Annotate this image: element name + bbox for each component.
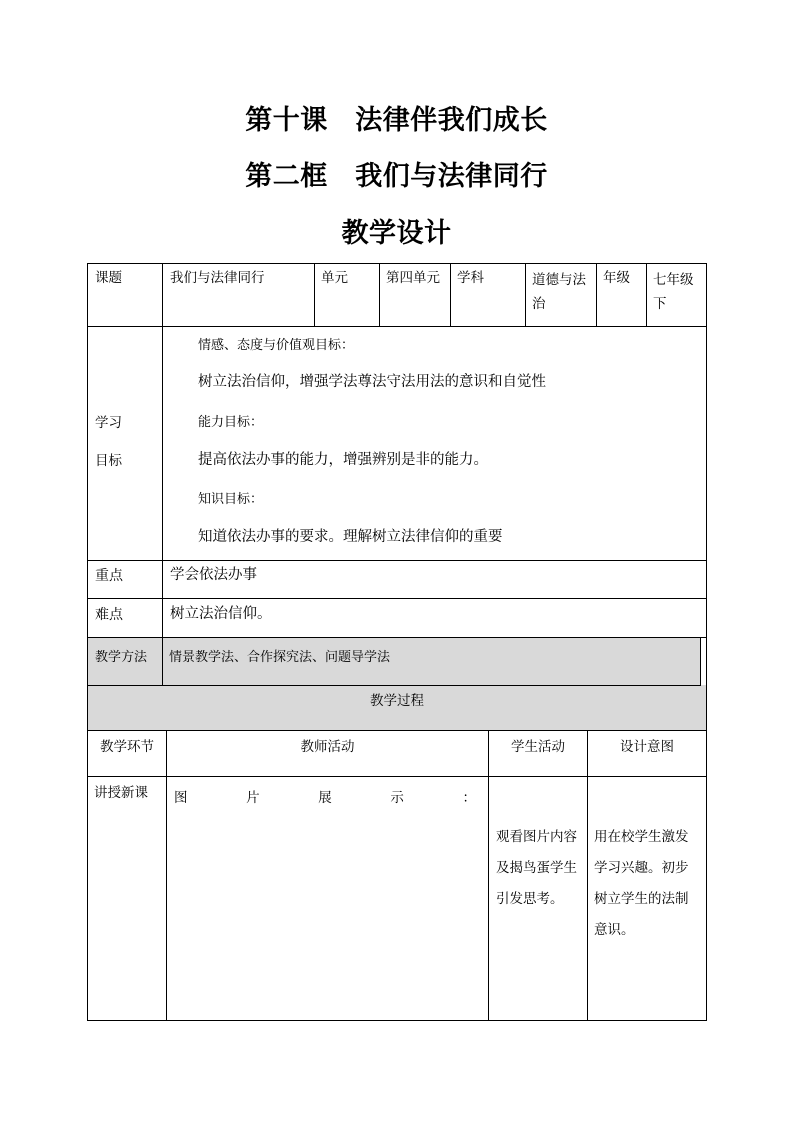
document-type-title: 教学设计 (341, 218, 452, 249)
topic-value: 我们与法律同行 (170, 270, 265, 286)
header-design-intent: 设计意图 (620, 739, 674, 755)
section-title: 第二框 我们与法律同行 (245, 161, 548, 192)
teacher-char: 示 (390, 790, 404, 806)
teacher-char: ： (462, 790, 476, 806)
header-stage: 教学环节 (100, 739, 154, 755)
difficulty-label: 难点 (95, 607, 123, 623)
objectives-label-line2: 目标 (95, 453, 122, 469)
teacher-char: 片 (246, 790, 260, 806)
subject-value (532, 268, 586, 316)
ability-objective-title: 能力目标： (198, 415, 264, 430)
intent-line: 用在校学生激发 (594, 829, 689, 845)
grade-value-line2: 下 (653, 296, 667, 312)
lesson-title: 第十课 法律伴我们成长 (245, 105, 548, 136)
teacher-char: 图 (174, 790, 188, 806)
student-line: 引发思考。 (496, 891, 564, 907)
emotion-objective-title: 情感、态度与价值观目标： (198, 338, 355, 353)
design-intent-text (594, 822, 689, 946)
key-point-label: 重点 (95, 568, 123, 584)
teacher-char: 展 (318, 790, 332, 806)
knowledge-objective-text: 知道依法办事的要求。理解树立法律信仰的重要 (198, 529, 503, 545)
grade-value-line1: 七年级 (653, 272, 694, 288)
stage-value: 讲授新课 (94, 785, 148, 801)
subject-value-line1: 道德与法 (532, 272, 586, 288)
teacher-activity-text (174, 786, 476, 806)
student-line: 及揭鸟蛋学生 (496, 860, 577, 876)
student-activity-text (496, 822, 577, 915)
student-line: 观看图片内容 (496, 829, 577, 845)
header-student-activity: 学生活动 (511, 739, 565, 755)
subject-value-line2: 治 (532, 296, 546, 312)
subject-label: 学科 (457, 270, 484, 286)
process-title: 教学过程 (370, 693, 424, 709)
topic-label: 课题 (95, 270, 122, 286)
emotion-objective-text: 树立法治信仰，增强学法尊法守法用法的意识和自觉性 (198, 374, 546, 390)
grade-label: 年级 (603, 270, 630, 286)
knowledge-objective-title: 知识目标： (198, 492, 264, 507)
unit-label: 单元 (321, 270, 348, 286)
method-label: 教学方法 (95, 650, 148, 665)
objectives-label (95, 404, 122, 480)
difficulty-value: 树立法治信仰。 (170, 606, 272, 622)
grade-value (653, 268, 694, 316)
intent-line: 树立学生的法制 (594, 891, 689, 907)
objectives-label-line1: 学习 (95, 415, 122, 431)
intent-line: 意识。 (594, 922, 635, 938)
key-point-value: 学会依法办事 (170, 567, 257, 583)
method-value: 情景教学法、合作探究法、问题导学法 (169, 650, 391, 665)
ability-objective-text: 提高依法办事的能力，增强辨别是非的能力。 (198, 452, 488, 468)
intent-line: 学习兴趣。初步 (594, 860, 689, 876)
header-teacher-activity: 教师活动 (300, 739, 355, 755)
unit-value: 第四单元 (386, 270, 440, 286)
